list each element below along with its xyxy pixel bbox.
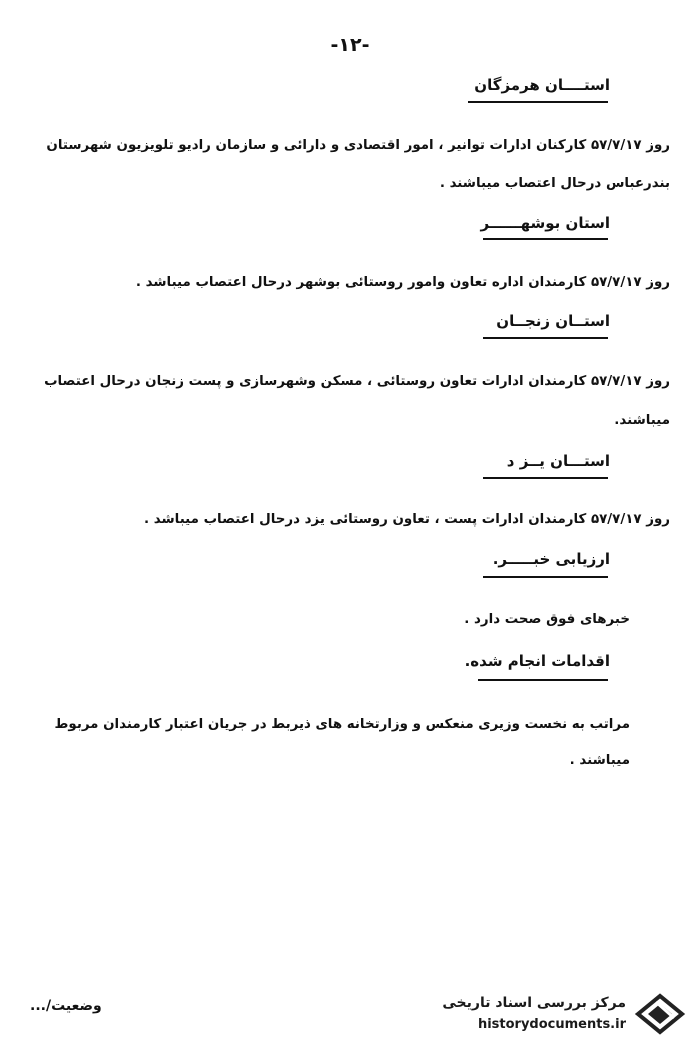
section-heading-actions: اقدامات انجام شده. bbox=[464, 652, 610, 670]
page-number: -۱۲- bbox=[330, 34, 370, 56]
paragraph-line: مراتب به نخست وزیری منعکس و وزارتخانه های ذیربط در جریان اعتبار کارمندان مربوط bbox=[54, 717, 630, 732]
heading-underline bbox=[478, 679, 608, 681]
paragraph-line: میباشند. bbox=[614, 413, 670, 428]
heading-underline bbox=[483, 238, 608, 240]
section-heading-yazd: استـــان یــز د bbox=[506, 452, 610, 470]
watermark-name: مرکز بررسی اسناد تاریخی bbox=[442, 995, 626, 1011]
heading-underline bbox=[483, 477, 608, 479]
heading-underline bbox=[483, 576, 608, 578]
paragraph-line: روز ۵۷/۷/۱۷ کارکنان ادارات توانیر ، امور اقتصادی و دارائی و سازمان رادیو تلویزیون شهرستان bbox=[46, 138, 670, 153]
section-heading-assessment: ارزیابی خبـــــر. bbox=[492, 550, 610, 568]
section-heading-hormozgan: استــــان هرمزگان bbox=[474, 76, 610, 94]
footer-continuation: وضعیت/... bbox=[30, 998, 102, 1014]
paragraph-line: خبرهای فوق صحت دارد . bbox=[464, 612, 630, 627]
section-heading-bushehr: استان بوشهــــــر bbox=[480, 214, 610, 232]
paragraph-line: میباشند . bbox=[569, 753, 630, 768]
heading-underline bbox=[468, 101, 608, 103]
paragraph-line: بندرعباس درحال اعتصاب میباشند . bbox=[439, 176, 670, 191]
documents-center-logo-icon bbox=[634, 992, 686, 1036]
watermark-url: historydocuments.ir bbox=[477, 1017, 626, 1032]
section-heading-zanjan: استــان زنجــان bbox=[496, 312, 610, 330]
paragraph-line: روز ۵۷/۷/۱۷ کارمندان اداره تعاون وامور روستائی بوشهر درحال اعتصاب میباشد . bbox=[135, 275, 670, 290]
paragraph-line: روز ۵۷/۷/۱۷ کارمندان ادارات پست ، تعاون روستائی یزد درحال اعتصاب میباشد . bbox=[144, 512, 670, 527]
paragraph-line: روز ۵۷/۷/۱۷ کارمندان ادارات تعاون روستائی ، مسکن وشهرسازی و پست زنجان درحال اعتصاب bbox=[44, 374, 670, 389]
heading-underline bbox=[483, 337, 608, 339]
